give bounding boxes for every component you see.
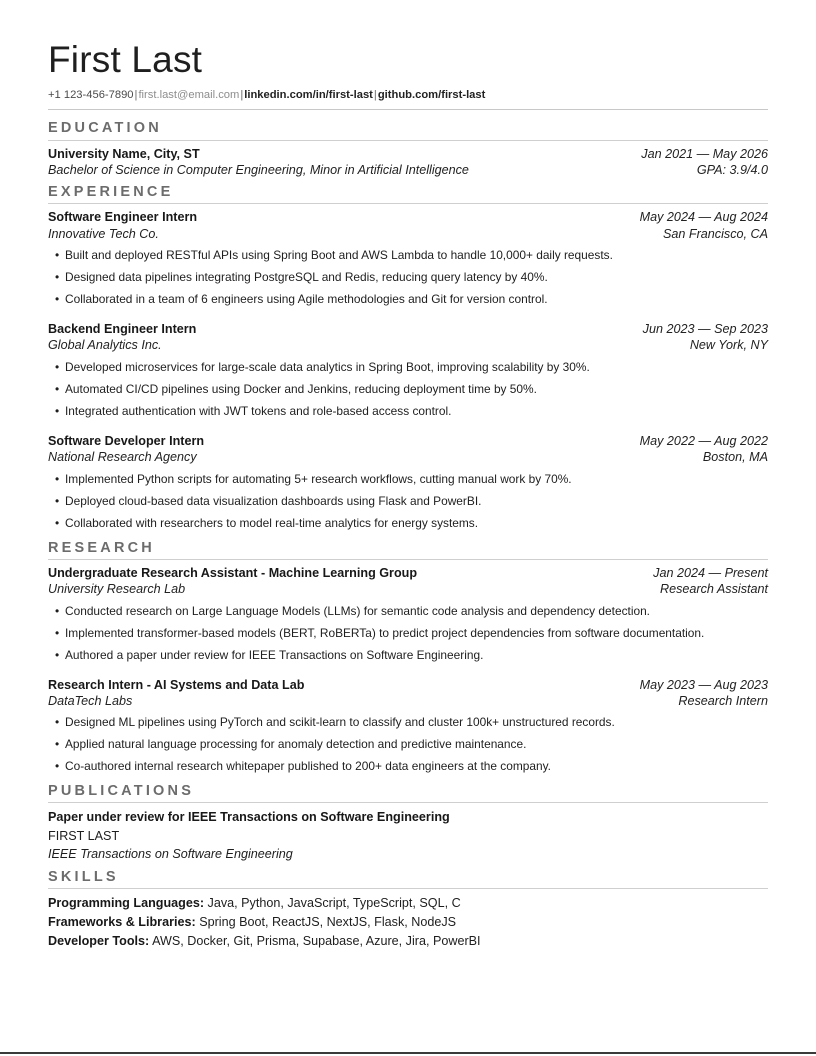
research-entry (48, 677, 768, 778)
bullet-item: • Designed data pipelines integrating PostgreSQL and Redis, reducing query latency by 40%. (48, 266, 768, 288)
experience-company: Global Analytics Inc. (48, 338, 162, 353)
experience-location: San Francisco, CA (663, 226, 768, 241)
candidate-name: First Last (48, 39, 203, 80)
research-entry (48, 565, 768, 666)
experience-location: Boston, MA (702, 450, 768, 465)
section-title-research: RESEARCH (48, 539, 155, 556)
publication-authors: FIRST LAST (48, 828, 120, 843)
experience-company: National Research Agency (48, 450, 197, 465)
entry-secondary-row (48, 449, 768, 465)
experience-company: Innovative Tech Co. (48, 226, 159, 241)
contact-separator-2: | (240, 88, 244, 101)
experience-location: New York, NY (689, 338, 768, 353)
entry-secondary-row (48, 162, 768, 178)
contact-github-link[interactable]: github.com/first-last (377, 88, 486, 101)
contact-separator-3: | (373, 88, 377, 101)
section-title-education: EDUCATION (48, 120, 162, 137)
bullet-item: • Collaborated in a team of 6 engineers using Agile methodologies and Git for version control. (48, 288, 768, 310)
entry-secondary-row (48, 337, 768, 353)
entry-secondary-row (48, 693, 768, 709)
experience-bullets (48, 468, 768, 534)
section-skills (48, 868, 768, 950)
bullet-item: • Implemented transformer-based models (BERT, RoBERTa) to predict project dependencies from software documentation. (48, 622, 768, 644)
section-experience (48, 183, 768, 533)
education-dates: Jan 2021 — May 2026 (641, 146, 768, 161)
experience-entry (48, 209, 768, 310)
research-position: Research Assistant (659, 582, 768, 597)
entry-secondary-row (48, 581, 768, 597)
experience-role: Software Engineer Intern (48, 210, 198, 225)
skill-values: Java, Python, JavaScript, TypeScript, SQL, C (207, 896, 461, 911)
skill-category-label: Frameworks & Libraries: (48, 914, 196, 929)
contact-separator-1: | (134, 88, 138, 101)
bullet-item: • Built and deployed RESTful APIs using Spring Boot and AWS Lambda to handle 10,000+ daily requests. (48, 244, 768, 266)
experience-role: Backend Engineer Intern (48, 322, 197, 337)
experience-entry (48, 321, 768, 422)
section-title-publications: PUBLICATIONS (48, 783, 195, 800)
experience-entry (48, 433, 768, 534)
experience-dates: May 2022 — Aug 2022 (639, 433, 768, 448)
entry-primary-row (48, 321, 768, 337)
skill-values: AWS, Docker, Git, Prisma, Supabase, Azure, Jira, PowerBI (152, 933, 481, 948)
research-organization: University Research Lab (48, 582, 186, 597)
education-degree: Bachelor of Science in Computer Engineering, Minor in Artificial Intelligence (48, 162, 469, 177)
section-divider-education (48, 140, 768, 141)
contact-phone: +1 123-456-7890 (48, 88, 134, 101)
research-role: Undergraduate Research Assistant - Machine Learning Group (48, 565, 418, 580)
bullet-item: • Designed ML pipelines using PyTorch and scikit-learn to classify and cluster 100k+ unstructured records. (48, 711, 768, 733)
experience-bullets (48, 244, 768, 310)
bullet-item: • Co-authored internal research whitepaper published to 200+ data engineers at the company. (48, 755, 768, 777)
entry-primary-row (48, 209, 768, 225)
skill-line (48, 894, 768, 913)
research-position: Research Intern (678, 693, 768, 708)
section-research (48, 539, 768, 778)
entry-primary-row (48, 565, 768, 581)
resume-header (48, 40, 768, 110)
entry-primary-row (48, 146, 768, 162)
research-role: Research Intern - AI Systems and Data Lab (48, 677, 305, 692)
contact-line (48, 89, 768, 102)
header-divider (48, 109, 768, 110)
research-bullets (48, 711, 768, 777)
bullet-item: • Applied natural language processing for anomaly detection and predictive maintenance. (48, 733, 768, 755)
bullet-item: • Automated CI/CD pipelines using Docker and Jenkins, reducing deployment time by 50%. (48, 378, 768, 400)
section-title-skills: SKILLS (48, 869, 119, 886)
education-entry (48, 146, 768, 179)
research-bullets (48, 600, 768, 666)
experience-role: Software Developer Intern (48, 433, 205, 448)
bullet-item: • Integrated authentication with JWT tokens and role-based access control. (48, 400, 768, 422)
section-divider-experience (48, 203, 768, 204)
education-institution: University Name, City, ST (48, 146, 200, 161)
entry-secondary-row (48, 226, 768, 242)
research-dates: Jan 2024 — Present (653, 565, 768, 580)
bullet-item: • Deployed cloud-based data visualization dashboards using Flask and PowerBI. (48, 490, 768, 512)
research-dates: May 2023 — Aug 2023 (639, 677, 768, 692)
experience-dates: Jun 2023 — Sep 2023 (642, 322, 768, 337)
skill-category-label: Programming Languages: (48, 896, 205, 911)
section-divider-research (48, 559, 768, 560)
section-publications (48, 782, 768, 863)
section-divider-skills (48, 888, 768, 889)
skill-line (48, 932, 768, 951)
skill-category-label: Developer Tools: (48, 933, 150, 948)
bullet-item: • Conducted research on Large Language Models (LLMs) for semantic code analysis and dependency detection. (48, 600, 768, 622)
contact-email[interactable]: first.last@email.com (138, 88, 240, 101)
publication-title: Paper under review for IEEE Transactions on Software Engineering (48, 810, 450, 825)
page-bottom-edge (0, 1052, 816, 1054)
research-organization: DataTech Labs (48, 693, 133, 708)
bullet-item: • Collaborated with researchers to model real-time analytics for energy systems. (48, 512, 768, 534)
experience-bullets (48, 356, 768, 422)
entry-primary-row (48, 677, 768, 693)
entry-primary-row (48, 433, 768, 449)
section-divider-publications (48, 802, 768, 803)
skill-line (48, 913, 768, 932)
bullet-item: • Developed microservices for large-scale data analytics in Spring Boot, improving scalability by 30%. (48, 356, 768, 378)
section-title-experience: EXPERIENCE (48, 184, 174, 201)
bullet-item: • Implemented Python scripts for automating 5+ research workflows, cutting manual work by 70%. (48, 468, 768, 490)
section-education (48, 119, 768, 178)
experience-dates: May 2024 — Aug 2024 (639, 210, 768, 225)
bullet-item: • Authored a paper under review for IEEE Transactions on Software Engineering. (48, 644, 768, 666)
publication-entry (48, 808, 768, 863)
contact-linkedin-link[interactable]: linkedin.com/in/first-last (244, 88, 373, 101)
education-gpa: GPA: 3.9/4.0 (696, 162, 768, 177)
skill-values: Spring Boot, ReactJS, NextJS, Flask, NodeJS (199, 914, 457, 929)
publication-venue: IEEE Transactions on Software Engineering (48, 846, 293, 861)
